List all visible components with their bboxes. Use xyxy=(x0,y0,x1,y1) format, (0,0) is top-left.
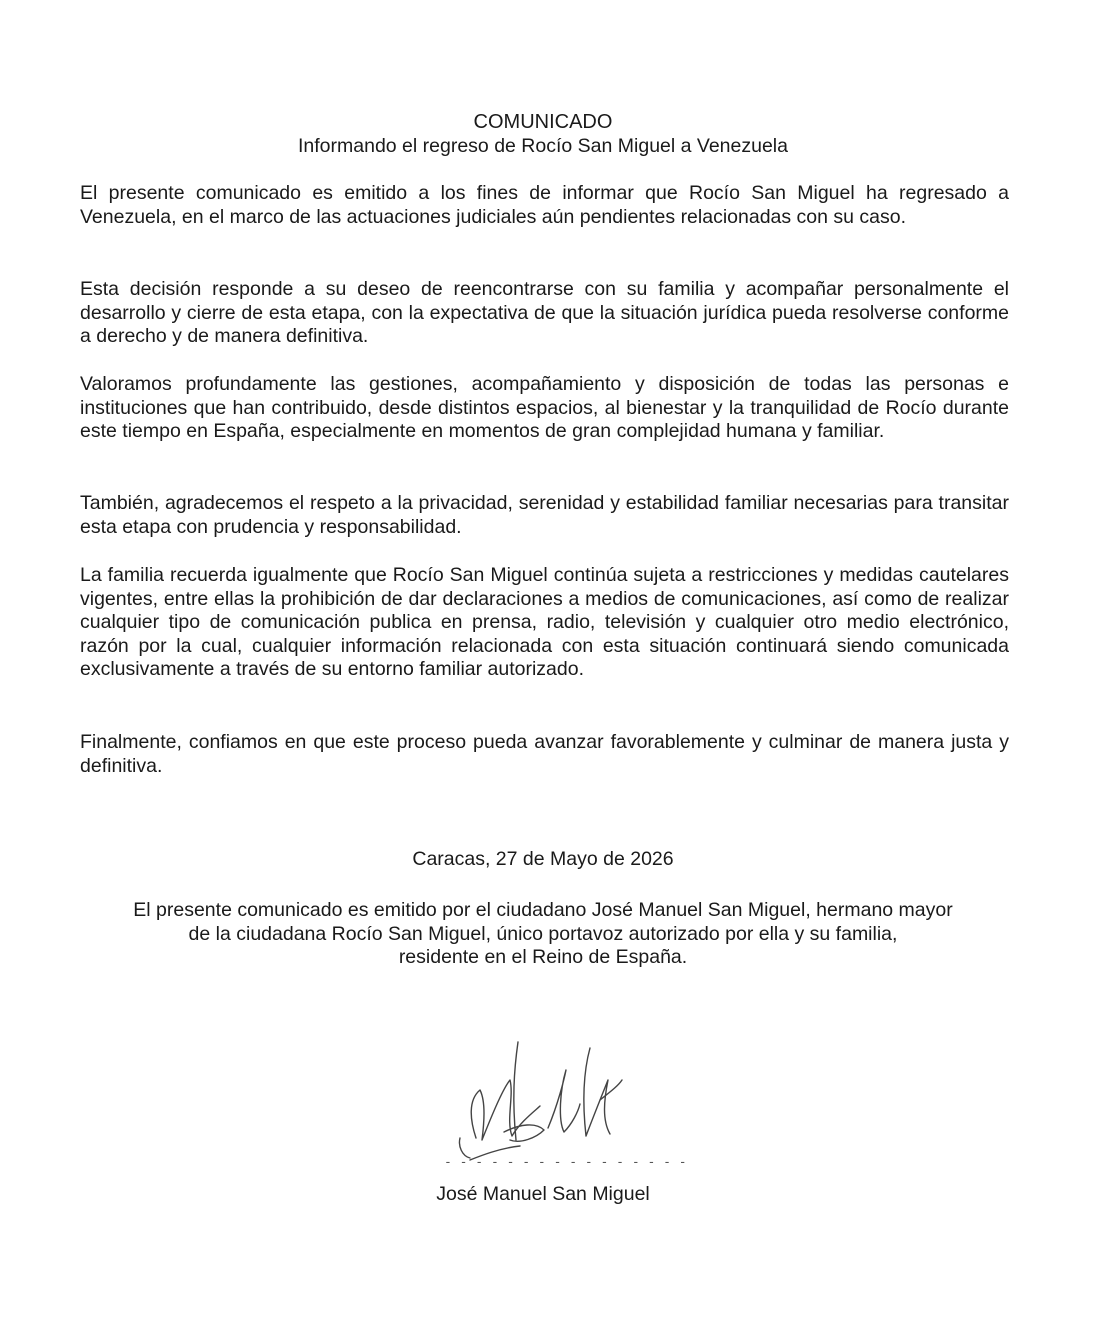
issuer-note-line: de la ciudadana Rocío San Miguel, único portavoz autorizado por ella y su familia, xyxy=(188,922,898,945)
document-subtitle: Informando el regreso de Rocío San Miguel a Venezuela xyxy=(298,135,788,157)
paragraph-1: El presente comunicado es emitido a los fines de informar que Rocío San Miguel ha regresado a Venezuela, en el marco de las actuaciones judiciales aún pendientes relacionadas con su caso. xyxy=(80,182,1009,228)
issuer-note-line: residente en el Reino de España. xyxy=(398,946,688,969)
paragraph-6: Finalmente, confiamos en que este proceso pueda avanzar favorablemente y culminar de manera justa y definitiva. xyxy=(80,731,1009,777)
paragraph-4: También, agradecemos el respeto a la privacidad, serenidad y estabilidad familiar necesarias para transitar esta etapa con prudencia y responsabilidad. xyxy=(80,492,1009,538)
signature-line: - - - - - - - - - - - - - - - - xyxy=(444,1155,687,1170)
place-date: Caracas, 27 de Mayo de 2026 xyxy=(412,848,674,870)
document-title: COMUNICADO xyxy=(473,111,613,133)
issuer-note-line: El presente comunicado es emitido por el ciudadano José Manuel San Miguel, hermano mayor xyxy=(133,899,953,921)
paragraph-5: La familia recuerda igualmente que Rocío San Miguel continúa sujeta a restricciones y medidas cautelares vigentes, entre ellas la prohibición de dar declaraciones a medios de comunicaciones, así como de realizar cualquier tipo de comunicación publica en prensa, radio, televisión y cualquier otro medio electrónico, razón por la cual, cualquier información relacionada con esta situación continuará siendo comunicada exclusivamente a través de su entorno familiar autorizado. xyxy=(80,564,1009,681)
signatory-name: José Manuel San Miguel xyxy=(436,1183,650,1205)
issuer-note xyxy=(40,899,1046,970)
handwritten-signature xyxy=(440,1040,687,1180)
paragraph-3: Valoramos profundamente las gestiones, acompañamiento y disposición de todas las personas e instituciones que han contribuido, desde distintos espacios, al bienestar y la tranquilidad de Rocío durante este tiempo en España, especialmente en momentos de gran complejidad humana y familiar. xyxy=(80,373,1009,443)
paragraph-2: Esta decisión responde a su deseo de reencontrarse con su familia y acompañar personalmente el desarrollo y cierre de esta etapa, con la expectativa de que la situación jurídica pueda resolverse conforme a derecho y de manera definitiva. xyxy=(80,278,1009,348)
